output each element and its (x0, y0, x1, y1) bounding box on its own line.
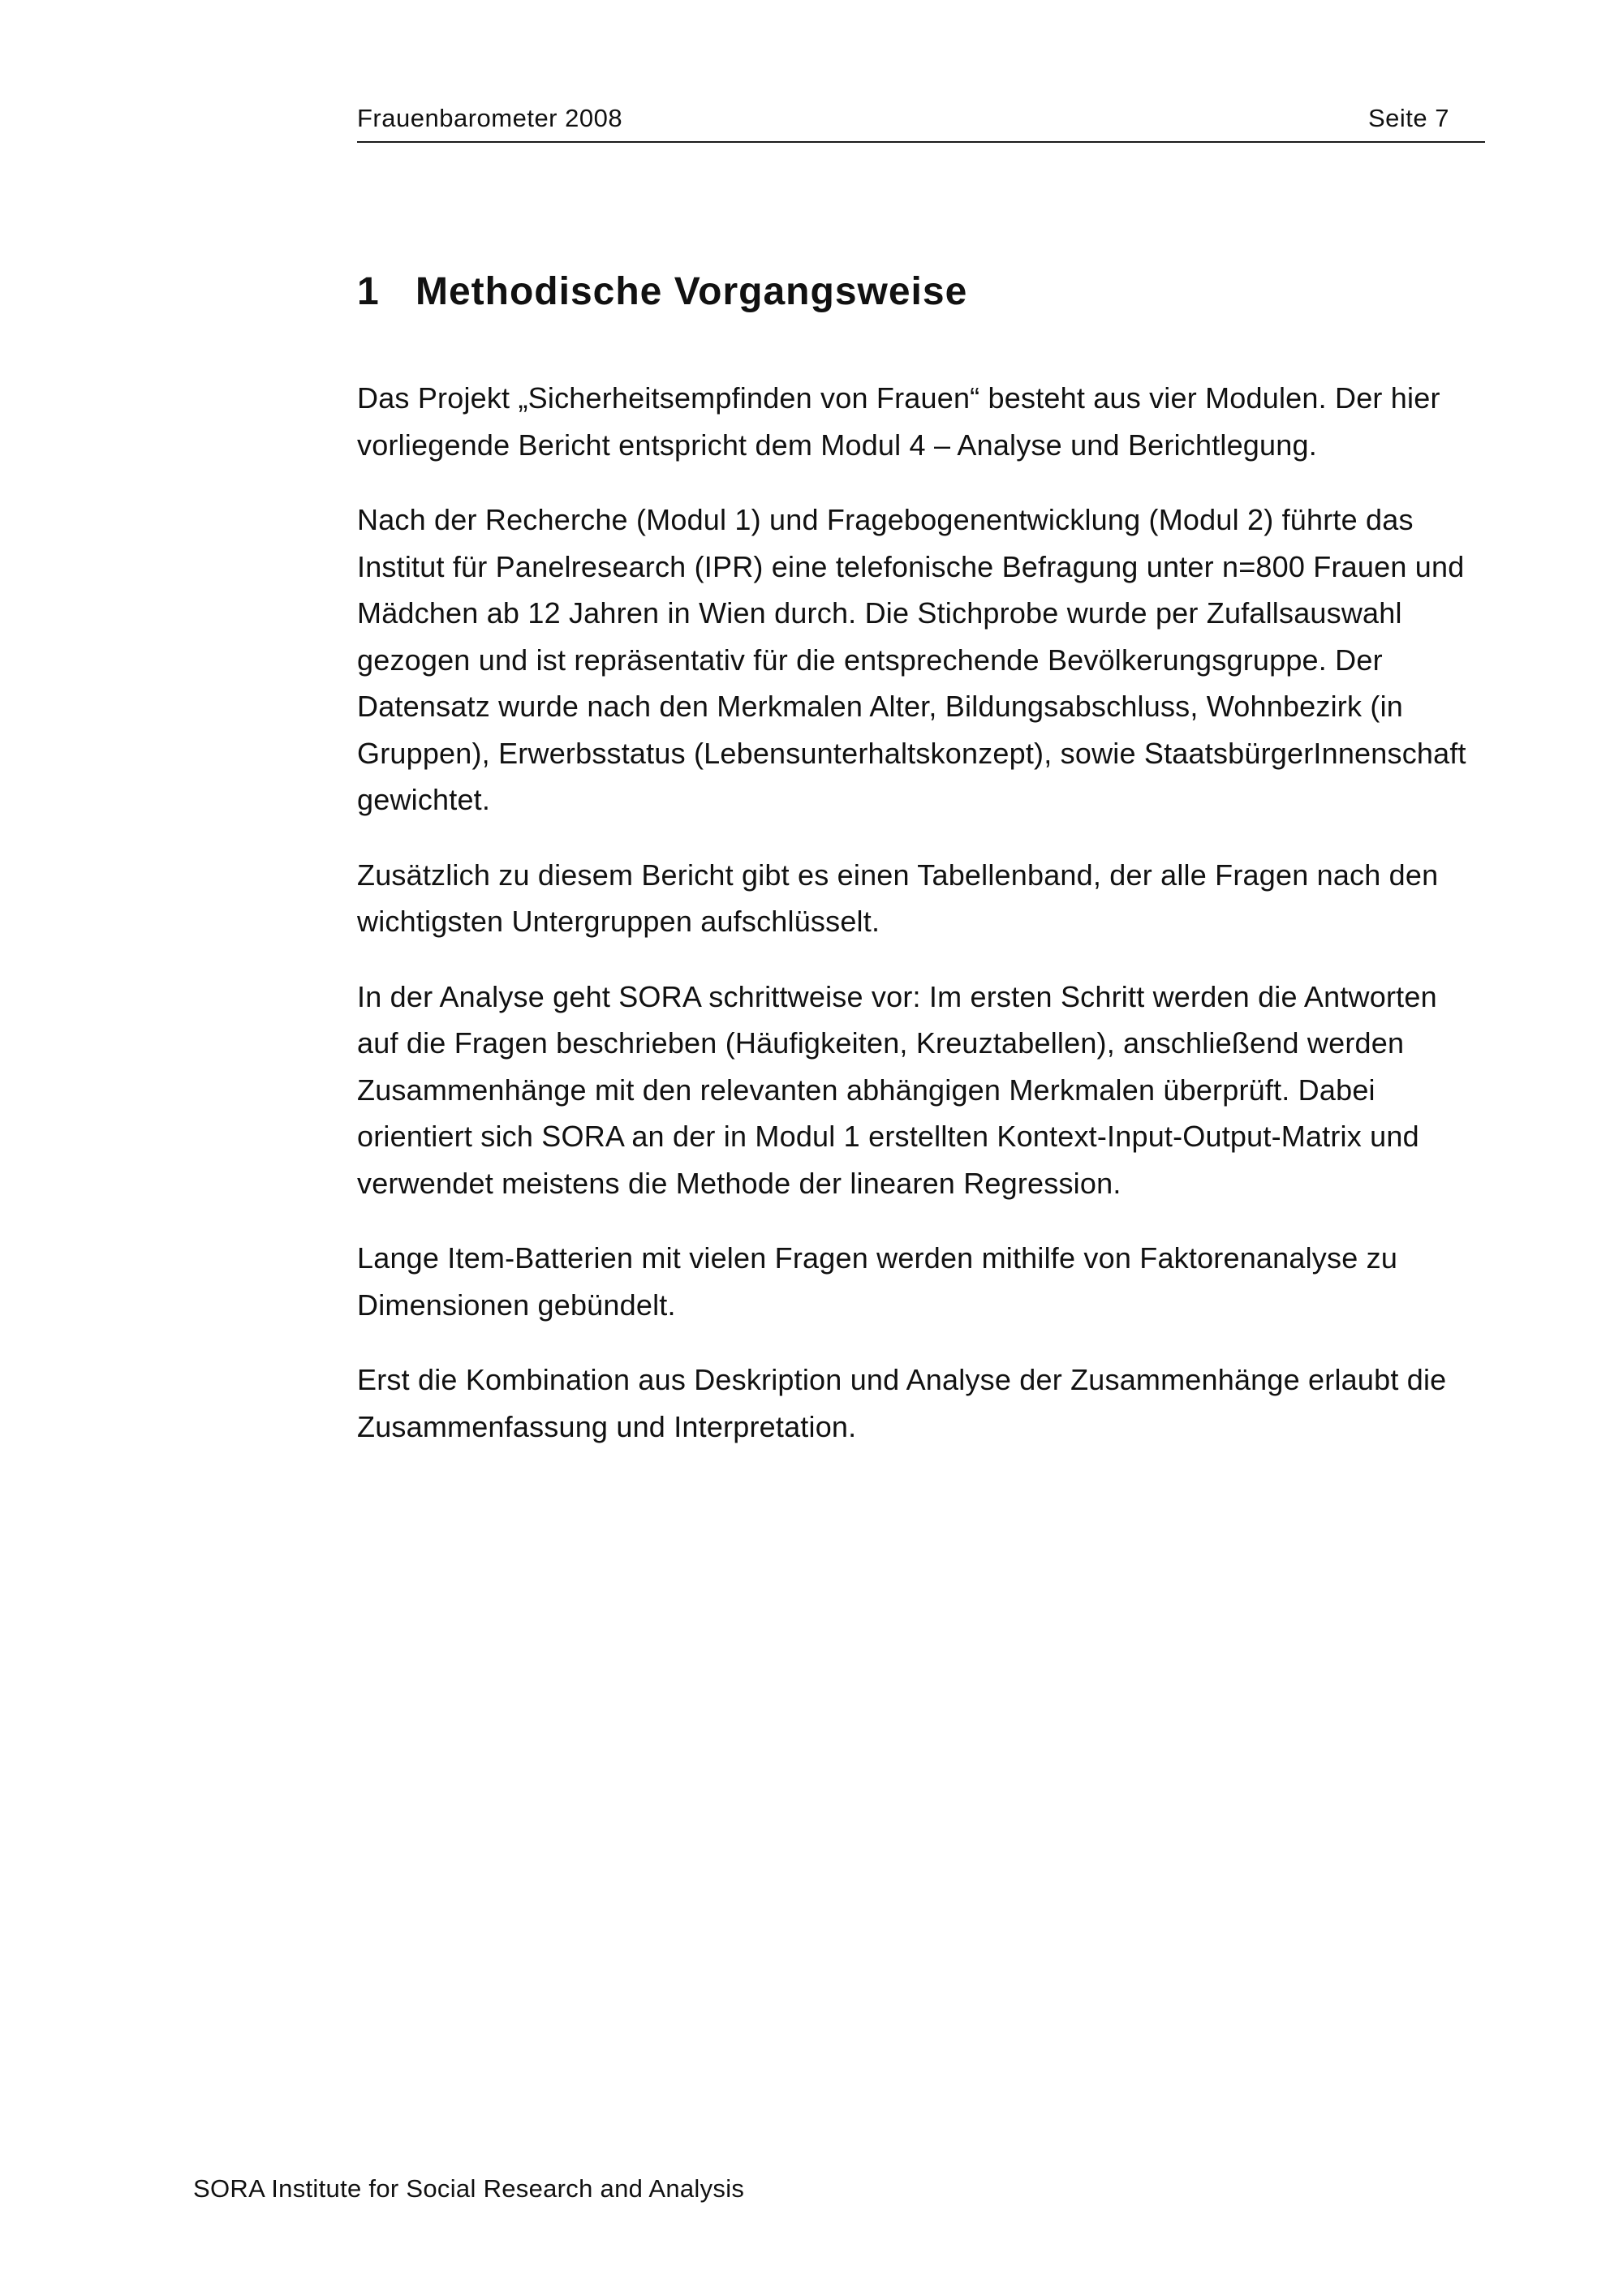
paragraph-table-volume: Zusätzlich zu diesem Bericht gibt es einen Tabellenband, der alle Fragen nach den wichtigsten Untergruppen aufschlüsselt. (357, 858, 1439, 938)
chapter-number: 1 (357, 270, 380, 313)
chapter-heading (357, 269, 967, 314)
paragraph-factor-analysis: Lange Item-Batterien mit vielen Fragen werden mithilfe von Faktorenanalyse zu Dimensionen gebündelt. (357, 1241, 1398, 1322)
paragraph-survey-method: Nach der Recherche (Modul 1) und Fragebogenentwicklung (Modul 2) führte das Institut für Panelresearch (IPR) eine telefonische Befragung unter n=800 Frauen und Mädchen ab 12 Jahren in Wien durch. Die Stichprobe wurde per Zufallsauswahl gezogen und ist repräsentativ für die entsprechende Bevölkerungsgruppe. Der Datensatz wurde nach den Merkmalen Alter, Bildungsabschluss, Wohnbezirk (in Gruppen), Erwerbsstatus (Lebensunterhaltskonzept), sowie StaatsbürgerInnenschaft gewichtet. (357, 503, 1466, 816)
paragraph-analysis-steps: In der Analyse geht SORA schrittweise vor: Im ersten Schritt werden die Antworten auf die Fragen beschrieben (Häufigkeiten, Kreuztabellen), anschließend werden Zusammenhänge mit den relevanten abhängigen Merkmalen überprüft. Dabei orientiert sich SORA an der in Modul 1 erstellten Kontext-Input-Output-Matrix und verwendet meistens die Methode der linearen Regression. (357, 979, 1437, 1200)
paragraph-interpretation: Erst die Kombination aus Deskription und Analyse der Zusammenhänge erlaubt die Zusammenfassung und Interpretation. (357, 1363, 1447, 1443)
running-header (357, 101, 1485, 143)
chapter-title: Methodische Vorgangsweise (415, 270, 968, 313)
paragraph-project-modules: Das Projekt „Sicherheitsempfinden von Frauen“ besteht aus vier Modulen. Der hier vorliegende Bericht entspricht dem Modul 4 – Analyse und Berichtlegung. (357, 381, 1440, 462)
page-footer: SORA Institute for Social Research and Analysis (193, 2174, 745, 2203)
body-text (357, 375, 1469, 1478)
header-page-number: Seite 7 (1367, 104, 1449, 132)
header-report-title: Frauenbarometer 2008 (357, 104, 623, 132)
